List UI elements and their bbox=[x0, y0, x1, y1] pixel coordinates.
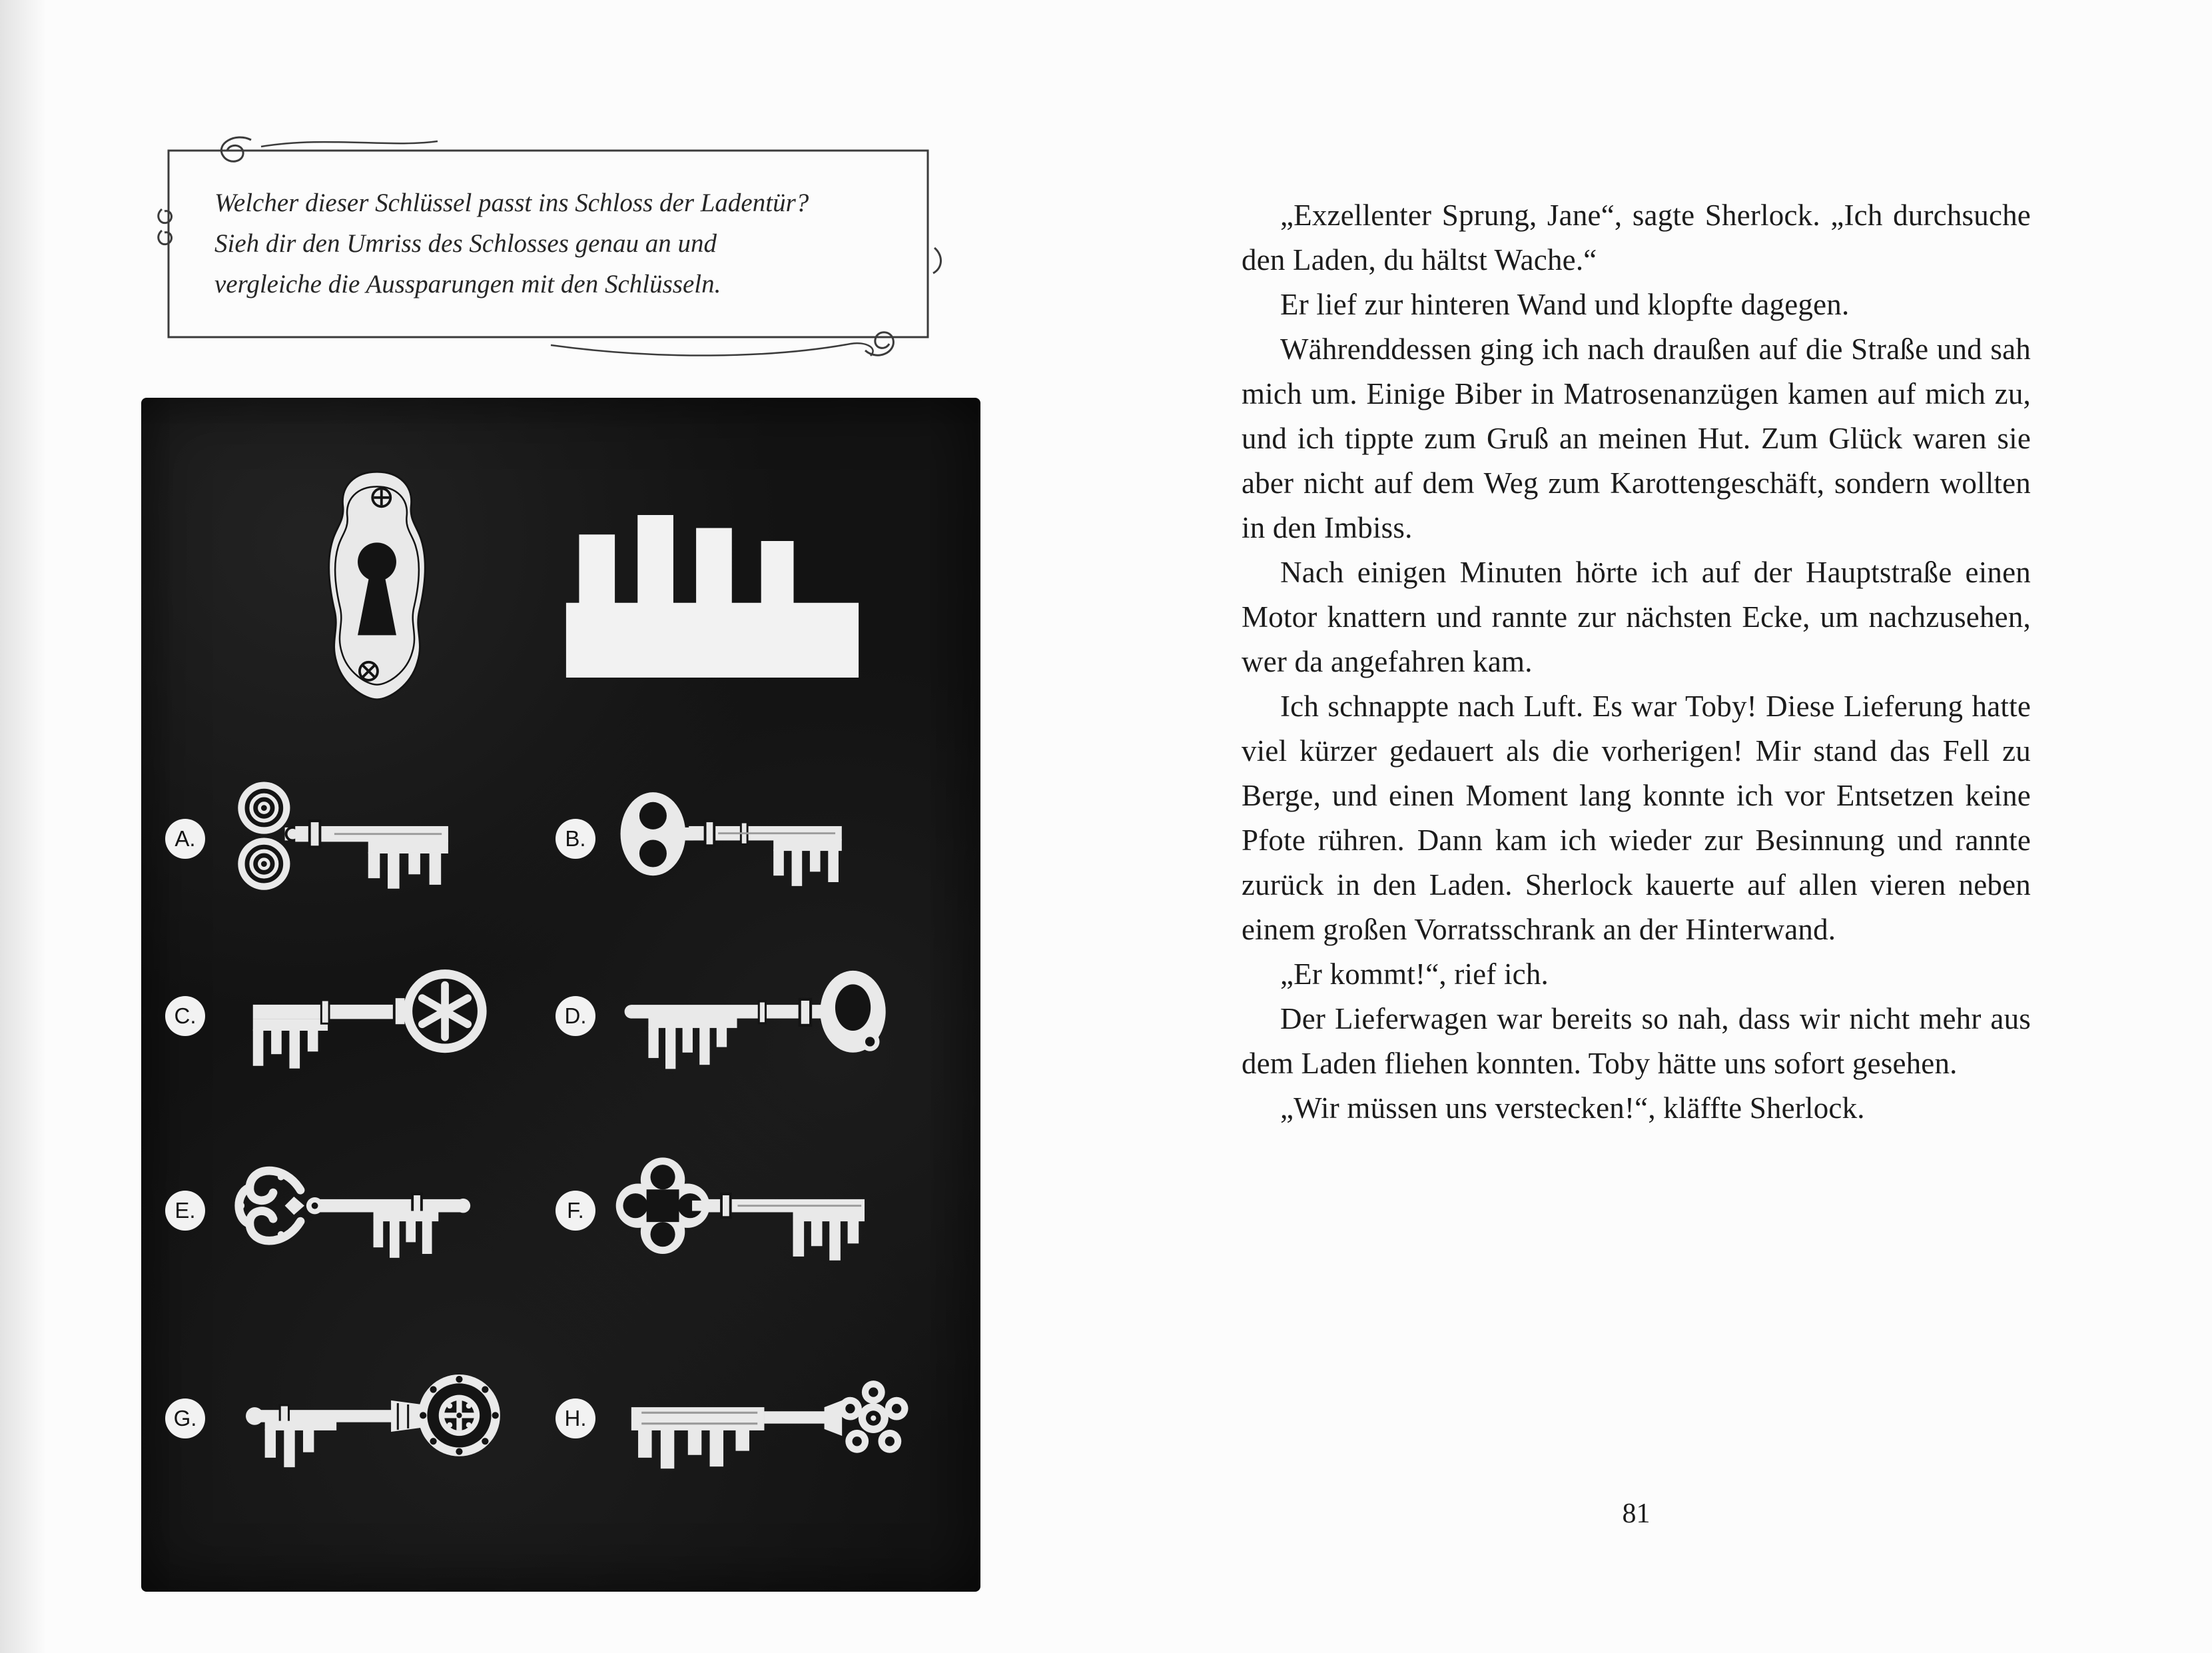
story-paragraph: „Wir müssen uns verstecken!“, kläffte Sherlock. bbox=[1280, 1091, 1865, 1125]
key-f-icon bbox=[607, 1139, 901, 1283]
key-label-h: H. bbox=[555, 1398, 595, 1438]
story-text bbox=[1242, 193, 2031, 1131]
page-number: 81 bbox=[1622, 1498, 1651, 1529]
key-h-icon bbox=[607, 1347, 915, 1490]
key-c-icon bbox=[217, 945, 510, 1088]
key-option-d bbox=[555, 943, 915, 1089]
key-label-a: A. bbox=[165, 819, 205, 859]
story-paragraph: Er lief zur hinteren Wand und klopfte dagegen. bbox=[1280, 288, 1850, 321]
lock-plate-icon bbox=[303, 466, 451, 706]
story-paragraph: „Er kommt!“, rief ich. bbox=[1280, 957, 1549, 991]
key-option-h bbox=[555, 1345, 915, 1492]
puzzle-instruction-box bbox=[151, 131, 945, 357]
story-paragraph: Nach einigen Minuten hörte ich auf der Hauptstraße einen Motor knattern und rannte zur nächsten Ecke, um nachzusehen, wer da angefahren kam. bbox=[1242, 556, 2031, 678]
key-puzzle-panel bbox=[141, 398, 980, 1592]
key-g-icon bbox=[217, 1347, 524, 1490]
lock-cutout-silhouette bbox=[564, 515, 861, 678]
lock-cutout-icon bbox=[564, 515, 861, 678]
key-option-a bbox=[165, 766, 497, 912]
key-label-d: D. bbox=[555, 996, 595, 1036]
key-label-b: B. bbox=[555, 819, 595, 859]
key-option-c bbox=[165, 943, 510, 1089]
puzzle-line-3: vergleiche die Aussparungen mit den Schlüsseln. bbox=[214, 270, 721, 298]
key-option-f bbox=[555, 1137, 901, 1284]
key-option-g bbox=[165, 1345, 524, 1492]
key-label-g: G. bbox=[165, 1398, 205, 1438]
key-option-b bbox=[555, 766, 887, 912]
puzzle-line-1: Welcher dieser Schlüssel passt ins Schloss der Ladentür? bbox=[214, 189, 809, 217]
story-paragraph: Ich schnappte nach Luft. Es war Toby! Diese Lieferung hatte viel kürzer gedauert als die vorherigen! Mir stand das Fell zu Berge, und einen Moment lang konnte ich vor Entsetzen keine Pfote rühren. Dann kam ich wieder zur Besinnung und rannte zurück in den Laden. Sherlock kauerte auf allen vieren neben einem großen Vorratsschrank an der Hinterwand. bbox=[1242, 690, 2031, 946]
lock-escutcheon-illustration bbox=[303, 466, 451, 706]
key-a-icon bbox=[217, 768, 497, 911]
story-paragraph: Der Lieferwagen war bereits so nah, dass wir nicht mehr aus dem Laden fliehen konnten. Toby hätte uns sofort gesehen. bbox=[1242, 1002, 2031, 1080]
right-page bbox=[1106, 0, 2212, 1653]
story-paragraph: „Exzellenter Sprung, Jane“, sagte Sherlock. „Ich durchsuche den Laden, du hältst Wache.“ bbox=[1242, 199, 2031, 276]
key-option-e bbox=[165, 1137, 504, 1284]
key-label-e: E. bbox=[165, 1191, 205, 1231]
key-d-icon bbox=[607, 945, 915, 1088]
puzzle-instructions bbox=[214, 183, 899, 304]
key-e-icon bbox=[217, 1139, 504, 1283]
key-label-f: F. bbox=[555, 1191, 595, 1231]
key-b-icon bbox=[607, 768, 887, 911]
key-label-c: C. bbox=[165, 996, 205, 1036]
story-paragraph: Währenddessen ging ich nach draußen auf die Straße und sah mich um. Einige Biber in Matrosenanzügen kamen auf mich zu, und ich tippte zum Gruß an meinen Hut. Zum Glück waren sie aber nicht auf dem Weg zum Karottengeschäft, sondern wollten in den Imbiss. bbox=[1242, 332, 2031, 544]
puzzle-line-2: Sieh dir den Umriss des Schlosses genau an und bbox=[214, 229, 717, 258]
